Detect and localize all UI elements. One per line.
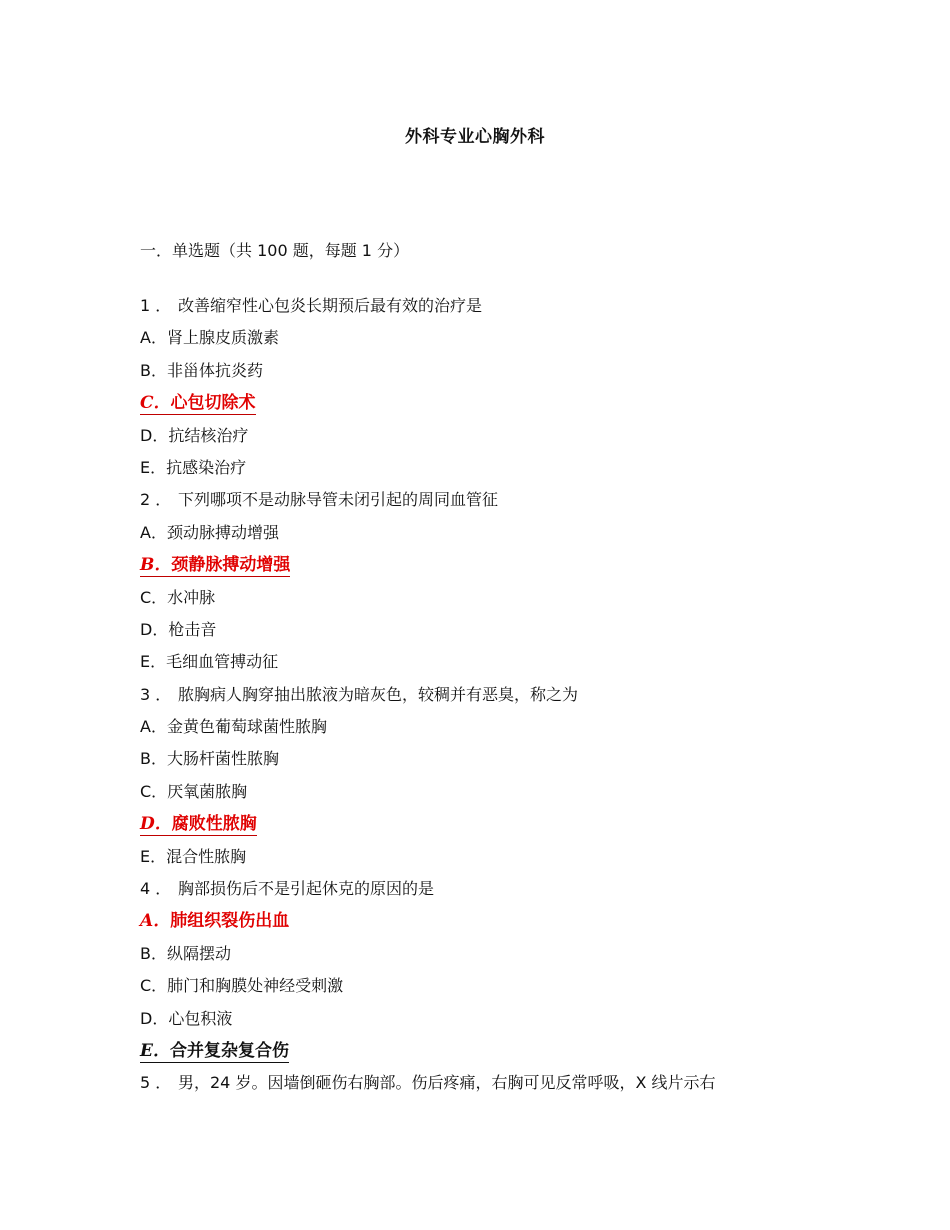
correct-answer-option xyxy=(140,808,840,840)
answer-option: A．颈动脉搏动增强 xyxy=(140,522,279,542)
document-title: 外科专业心胸外科 xyxy=(405,127,545,147)
question-stem xyxy=(140,484,840,516)
answer-option: C．厌氧菌脓胸 xyxy=(140,781,248,801)
answer-highlight xyxy=(140,911,289,931)
correct-answer-option xyxy=(140,1035,840,1067)
question-number: 3 ． xyxy=(140,684,172,704)
answer-letter: C． xyxy=(140,393,171,414)
question-text: 下列哪项不是动脉导管未闭引起的周同血管征 xyxy=(178,490,499,510)
answer-highlight xyxy=(140,814,257,836)
answer-option: E．毛细血管搏动征 xyxy=(140,652,279,672)
correct-answer-option xyxy=(140,905,840,937)
answer-letter: E． xyxy=(140,1040,170,1061)
question-list xyxy=(140,290,840,1100)
answer-option: B．非甾体抗炎药 xyxy=(140,360,263,380)
question-stem xyxy=(140,290,840,322)
question-number: 5 ． xyxy=(140,1073,172,1093)
question-text: 胸部损伤后不是引起休克的原因的是 xyxy=(178,879,435,899)
answer-option: C．水冲脉 xyxy=(140,587,216,607)
question-text: 改善缩窄性心包炎长期预后最有效的治疗是 xyxy=(178,296,483,315)
question-number: 1 ． xyxy=(140,296,172,315)
answer-highlight xyxy=(140,555,290,577)
answer-option: D．抗结核治疗 xyxy=(140,425,249,445)
answer-option: C．肺门和胸膜处神经受刺激 xyxy=(140,976,344,996)
answer-option: D．枪击音 xyxy=(140,619,217,639)
section-heading: 一．单选题（共 100 题，每题 1 分） xyxy=(140,241,410,260)
answer-letter: A． xyxy=(140,911,171,932)
correct-answer-option xyxy=(140,387,840,419)
answer-option: A．金黄色葡萄球菌性脓胸 xyxy=(140,717,327,737)
question-stem xyxy=(140,679,840,711)
answer-text: 腐败性脓胸 xyxy=(171,814,257,835)
question-text: 脓胸病人胸穿抽出脓液为暗灰色，较稠并有恶臭，称之为 xyxy=(178,684,579,704)
answer-highlight xyxy=(140,1041,289,1063)
answer-option: D．心包积液 xyxy=(140,1008,233,1028)
question-text: 男，24 岁。因墙倒砸伤右胸部。伤后疼痛，右胸可见反常呼吸，X 线片示右 xyxy=(178,1073,716,1093)
answer-letter: D． xyxy=(140,814,172,835)
question-number: 4 ． xyxy=(140,879,172,899)
answer-text: 肺组织裂伤出血 xyxy=(170,911,290,932)
answer-option: B．大肠杆菌性脓胸 xyxy=(140,749,279,769)
question-stem xyxy=(140,873,840,905)
question-number: 2 ． xyxy=(140,490,172,510)
answer-text: 心包切除术 xyxy=(170,393,256,414)
answer-text: 合并复杂复合伤 xyxy=(169,1040,289,1061)
answer-highlight xyxy=(140,393,256,415)
correct-answer-option xyxy=(140,549,840,581)
answer-option: B．纵隔摆动 xyxy=(140,943,231,963)
answer-text: 颈静脉搏动增强 xyxy=(171,555,291,576)
question-stem xyxy=(140,1067,840,1099)
answer-option: E．混合性脓胸 xyxy=(140,846,247,866)
answer-option: E．抗感染治疗 xyxy=(140,457,247,477)
answer-letter: B． xyxy=(140,555,172,576)
answer-option: A．肾上腺皮质激素 xyxy=(140,328,279,348)
